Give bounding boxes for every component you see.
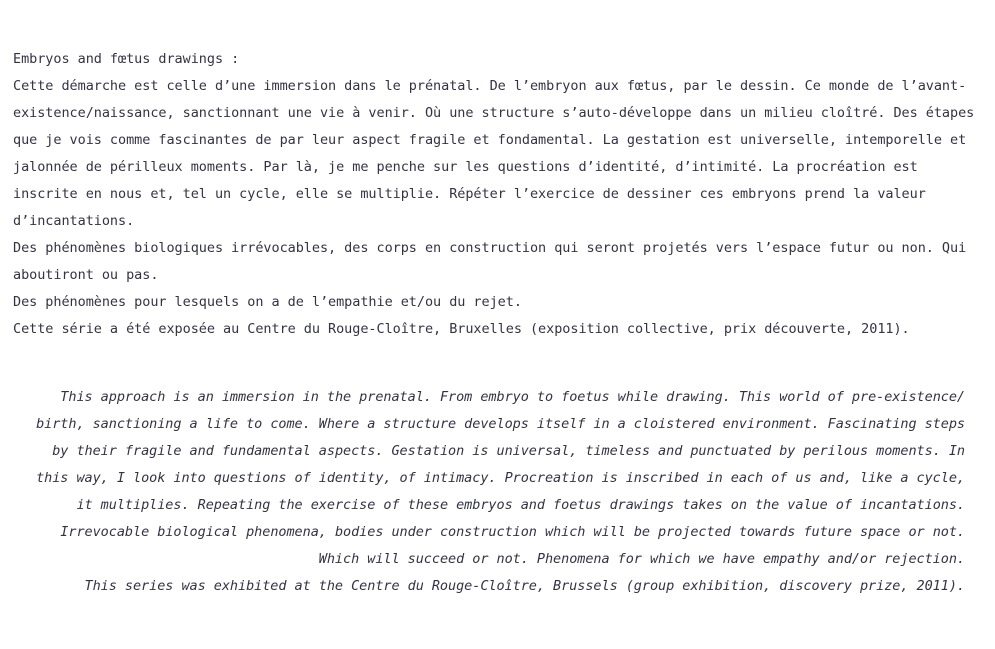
english-line: This series was exhibited at the Centre du Rouge-Cloître, Brussels (group exhibition, discovery prize, 2011). — [84, 578, 965, 594]
french-line: inscrite en nous et, tel un cycle, elle se multiplie. Répéter l’exercice de dessiner ces embryons prend la valeur — [13, 186, 926, 202]
french-line: que je vois comme fascinantes de par leur aspect fragile et fondamental. La gestation est universelle, intemporelle et — [13, 132, 967, 148]
english-line: by their fragile and fundamental aspects. Gestation is universal, timeless and punctuated by perilous moments. In — [52, 443, 965, 459]
english-line: Irrevocable biological phenomena, bodies under construction which will be projected towards future space or not. — [60, 524, 965, 540]
english-line: it multiplies. Repeating the exercise of these embryos and foetus drawings takes on the value of incantations. — [76, 497, 965, 513]
french-line: existence/naissance, sanctionnant une vie à venir. Où une structure s’auto-développe dans un milieu cloîtré. Des étapes — [13, 105, 975, 121]
french-line: aboutiront ou pas. — [13, 267, 159, 283]
french-line: Cette série a été exposée au Centre du Rouge-Cloître, Bruxelles (exposition collective, prix découverte, 2011). — [13, 321, 910, 337]
french-line: jalonnée de périlleux moments. Par là, je me penche sur les questions d’identité, d’intimité. La procréation est — [13, 159, 918, 175]
english-text-block — [13, 384, 965, 600]
french-line: Des phénomènes biologiques irrévocables, des corps en construction qui seront projetés vers l’espace futur ou non. Qui — [13, 240, 967, 256]
english-line: this way, I look into questions of identity, of intimacy. Procreation is inscribed in each of us and, like a cycle, — [36, 470, 965, 486]
english-line: birth, sanctioning a life to come. Where a structure develops itself in a cloistered environment. Fascinating steps — [36, 416, 965, 432]
french-heading: Embryos and fœtus drawings : — [13, 51, 240, 67]
french-line: Des phénomènes pour lesquels on a de l’empathie et/ou du rejet. — [13, 294, 522, 310]
french-text-block — [13, 46, 973, 343]
french-line: d’incantations. — [13, 213, 135, 229]
french-line: Cette démarche est celle d’une immersion dans le prénatal. De l’embryon aux fœtus, par le dessin. Ce monde de l’avant- — [13, 78, 967, 94]
english-line: Which will succeed or not. Phenomena for which we have empathy and/or rejection. — [318, 551, 965, 567]
english-line: This approach is an immersion in the prenatal. From embryo to foetus while drawing. This world of pre-existence/ — [60, 389, 965, 405]
